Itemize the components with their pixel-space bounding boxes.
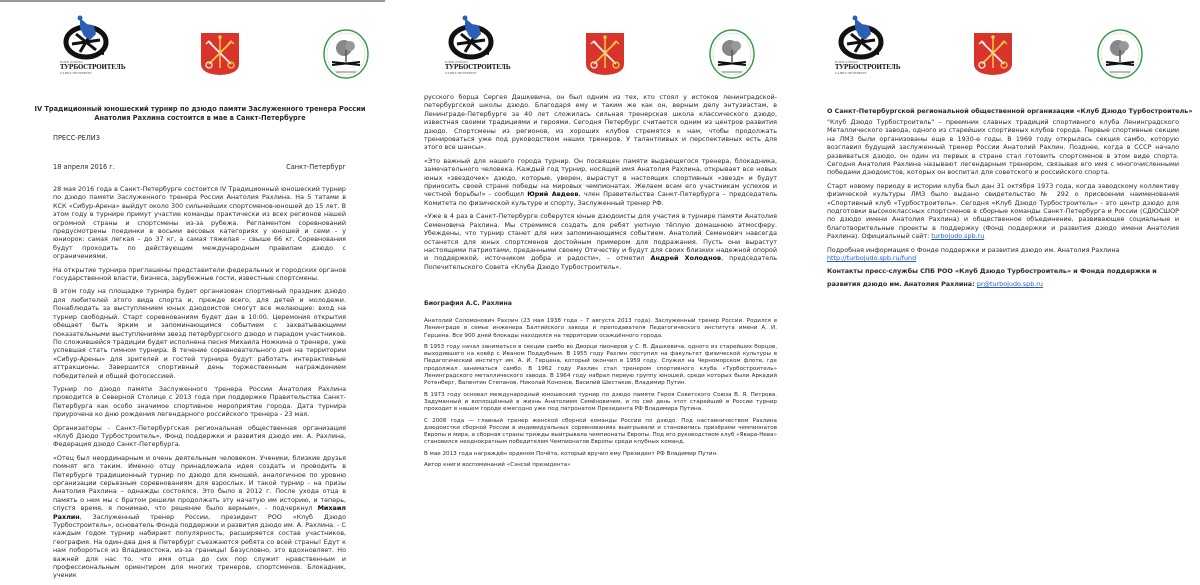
paragraph: "Клуб Дзюдо Турбостроитель" – преемник славных традиций спортивного клуба Ленинградского Металлического завода, одного из старейших спортивных клубов города. Первые спортивные секции на ЛМЗ были организованы еще в 1930-е годы. В 1969 году открылась секция самбо, которую возглавил будущий заслуженный тренер России Анатолий Рахлин. Позднее, когда в СССР начало развиваться дзюдо, он один из первых в стране стал готовить спортсменов в этом виде спорта. Сегодня Анатолия Рахлина называют легендарным тренером, связывая его имя с многочисленными победами дзюдоистов, которых он воспитал для советского и российского спорта. bbox=[827, 118, 1179, 177]
paragraph: русского борца Сергея Дашкевича, он был одним из тех, кто стоял у истоков ленинградской-петербургской школы дзюдо. Благодаря ему и таким же как он, верным делу энтузиастам, в Ленинграде-Петербурге за 40 лет сложилась сильная тренерская школа классического дзюдо, известная своими традициями и героями. Сегодня Петербург считается одним из центров развития дзюдо. Спортсмены из регионов, из хороших клубов стремятся к нам, чтобы продолжать тренироваться уже под руководством наших тренеров. У талантливых и перспективных есть для этого все шансы». bbox=[424, 93, 777, 152]
quote-speaker-name: Андрей Холоднов bbox=[650, 254, 722, 263]
club-logo-city: САНКТ-ПЕТЕРБУРГ bbox=[835, 71, 867, 75]
bio-paragraph: Автор книги воспоминаний «Сэнсэй президента» bbox=[424, 462, 571, 469]
page-1-body bbox=[53, 185, 346, 585]
rakhlin-fund-logo bbox=[1096, 28, 1144, 80]
logo-row bbox=[800, 14, 1200, 84]
club-turbostroitel-logo bbox=[835, 14, 901, 78]
fund-tree-emblem-icon bbox=[1096, 28, 1144, 80]
logo-row bbox=[400, 14, 800, 84]
quote-text: , член Правительства Санкт-Петербурга – председатель Комитета по физической культуре и спорту, Заслуженный тренер РФ. bbox=[424, 190, 778, 207]
bio-paragraph: В 1953 году начал заниматься в секции самбо во Дворце пионеров у С. В. Дашкевича, одного из старейших борцов, выходившего на ковёр с Иваном Поддубным. В 1955 году Рахлин поступил на факультет физической культуры в Педагогический институт им. А. И. Герцена, который окончил в 1959 году. Служил на Черноморском флоте, где продолжал заниматься самбо. В 1962 году Рахлин стал тренером спортивного клуба «Турбостроитель» Ленинградского металлического завода. В 1964 году набрал первую группу юношей, среди которых были Аркадий Ротенберг, Валентин Степанов, Николай Кононов, Василий Шестаков, Владимир Путин. bbox=[424, 343, 777, 387]
bio-paragraph: В 1973 году основал международный юношеский турнир по дзюдо памяти Героя Советского Союза В. Я. Петрова. Задуманный и воплощённый в жизнь Анатолием Семёновичем, и по сей день этот старейший в России турнир проходит в нашем городе ежегодно уже под патронатом Президента РФ Владимира Путина. bbox=[424, 391, 777, 413]
club-logo-subtitle: КЛУБ ДЗЮДО bbox=[445, 60, 468, 64]
quote-paragraph bbox=[53, 454, 346, 580]
page-3-about-club bbox=[800, 0, 1200, 581]
paragraph-text: Подробная информация о Фонде поддержки и развития дзюдо им. Анатолия Рахлина bbox=[827, 245, 1120, 254]
club-logo-subtitle: КЛУБ ДЗЮДО bbox=[835, 60, 858, 64]
paragraph bbox=[827, 182, 1179, 241]
coat-of-arms-icon bbox=[200, 32, 240, 76]
club-logo-name: ТУРБОСТРОИТЕЛЬ bbox=[60, 64, 126, 71]
paragraph bbox=[827, 246, 1179, 263]
rakhlin-fund-logo bbox=[708, 28, 756, 80]
paragraph: В этом году на площадке турнира будет организован спортивный праздник дзюдо для любителей этого вида спорта и, прежде всего, для детей и молодежи. Понаблюдать за выступлением юных дзюдоистов смогут все желающие: вход на турнир свободный. Старт соревнованиям будет дан в 10:00. Церемония открытия обещает быть ярким и запоминающимся событием с захватывающими показательными выступлениями звезд петербургского дзюдо и парадом участников. По сложившейся традиции будет исполнена песня Михаила Ножкина о тренере, уже успевшая стать гимном турнира. В течение соревновательного дня на территории «Сибур-Арены» для зрителей и гостей турнира будут работать интерактивные аттракционы. Завершится спортивный день торжественным награждением победителей и общей фотосессией. bbox=[53, 287, 346, 380]
press-email-link[interactable]: pr@turbojudo.spb.ru bbox=[976, 280, 1043, 288]
club-logo-city: САНКТ-ПЕТЕРБУРГ bbox=[445, 71, 477, 75]
dateline bbox=[53, 163, 346, 171]
title-line-2: Анатолия Рахлина состоится в мае в Санкт-Петербурге bbox=[94, 113, 306, 122]
club-logo-subtitle: КЛУБ ДЗЮДО bbox=[60, 60, 83, 64]
page-2-body bbox=[424, 93, 777, 276]
quote-speaker-name: Юрий Авдеев bbox=[527, 190, 579, 199]
quote-paragraph bbox=[424, 157, 777, 207]
page-2-continuation bbox=[400, 0, 800, 581]
release-date: 18 апреля 2016 г. bbox=[53, 163, 115, 171]
judo-wheel-icon bbox=[835, 14, 895, 60]
fund-tree-emblem-icon bbox=[322, 28, 370, 80]
page-3-body bbox=[827, 118, 1179, 268]
fund-info-link[interactable]: http://turbojudo.spb.ru/fund bbox=[827, 254, 917, 263]
bio-paragraph: С 2008 года — главный тренер женской сборной команды России по дзюдо. Под наставничеством Рахлина дзюдоистки сборной России в индивидуальных соревнованиях выигрывали и становились призёрами чемпионатов Европы и мира, а сборная страны трижды выигрывала чемпионаты Европы. Под его руководством клуб «Явара-Нева» становился неоднократным победителем Чемпионатов Европы среди клубных команд. bbox=[424, 417, 777, 446]
page-1-press-release bbox=[0, 0, 400, 581]
club-logo-name: ТУРБОСТРОИТЕЛЬ bbox=[835, 64, 901, 71]
quote-paragraph bbox=[424, 212, 777, 271]
paragraph-text: Старт новому периоду в истории клуба был дан 31 октября 1973 года, когда заводскому коллективу физической культуры ЛМЗ было выдано свидетельство № 292 о присвоении наименования «Спортивный клуб «Турбостроитель». Сегодня «Клуб Дзюдо Турбостроитель» - это центр дзюдо для подготовки высококлассных спортсменов в сборные команды Санкт-Петербурга и России (СДЮСШОР по дзюдо имени Анатолия Рахлина) и общественное объединение, развивающее социальные и благотворительные проекты в поддержку (Фонд поддержки и развития дзюдо имени Анатолия Рахлина). Официальный сайт: bbox=[827, 181, 1179, 241]
quote-text: «Отец был неординарным и очень деятельным человеком. Ученики, близкие друзья помнят его таким. Именно отцу принадлежала идея создать и проводить в Петербурге традиционный турнир по дзюдо для юношей, аналогичное по уровню организации серьезным соревнованиям для взрослых. И такой турнир - на призы Анатолия Рахлина – однажды состоялся. Это было в 2012 г. После ухода отца в память о нем мы с братом решили продолжать эту начатую им историю, и теперь, спустя время, я понимаю, что решение было верным», - подчеркнул bbox=[53, 453, 346, 513]
official-site-link[interactable]: turbojudo.spb.ru bbox=[931, 232, 985, 241]
rakhlin-fund-logo bbox=[322, 28, 370, 80]
biography-body bbox=[424, 318, 777, 473]
paragraph: Турнир по дзюдо памяти Заслуженного тренера России Анатолия Рахлина проводится в Северной Столице с 2013 года при поддержке Правительства Санкт-Петербурга как особо значимое спортивное мероприятие города. Дата турнира приурочена ко дню рождения легендарного российского тренера - 23 мая. bbox=[53, 384, 346, 419]
spb-coat-of-arms-logo bbox=[200, 32, 240, 76]
spb-coat-of-arms-logo bbox=[973, 32, 1013, 76]
quote-text: , Заслуженный тренер России, президент РОО «Клуб Дзюдо Турбостроитель», основатель Фонда поддержки и развития дзюдо им. А. Рахлина. - С каждым годом турнир набирает популярность, расширяется состав участников, география. На один-два дня в Петербург съезжаются ребята со всей страны! Едут к нам побороться из Владивостока, из-за границы! Безусловно, это вдохновляет. Но важней для нас то, что имя отца до сих пор служит нравственным и профессиональным ориентиром для многих тренеров, спортсменов. Блокадник, ученик bbox=[53, 512, 346, 580]
club-turbostroitel-logo bbox=[445, 14, 511, 78]
paragraph: Организаторы - Санкт-Петербургская региональная общественная организация «Клуб Дзюдо Турбостроитель», Фонд поддержки и развития дзюдо им. А. Рахлина, Федерация дзюдо Санкт-Петербурга. bbox=[53, 423, 346, 449]
about-club-heading: О Санкт-Петербургской региональной общественной организации «Клуб Дзюдо Турбостроитель» bbox=[827, 107, 1193, 115]
bio-paragraph: Анатолий Соломонович Рахлин (23 мая 1938 года – 7 августа 2013 года). Заслуженный тренер России. Родился в Ленинграде в семье инженера Балтийского завода и преподавателя Педагогического института имени А. И. Герцена. Все 900 дней блокады находился на территории осаждённого города. bbox=[424, 318, 777, 339]
quote-text: «Уже в 4 раз в Санкт-Петербурге соберутся юные дзюдоисты для участия в турнире памяти Анатолия Семеновича Рахлина. Мы стремимся создать для ребят уютную тёплую домашнюю атмосферу. Убеждены, что турнир станет для них запоминающимся событием. Анатолий Семенович навсегда останется для юных спортсменов достойным примером для подражания. Пусть они вырастут настоящими патриотами, преданными своему Отечеству и будут для своих близких надежной опорой и поддержкой, источником добра и радости», – отметил bbox=[424, 212, 777, 263]
logo-row bbox=[0, 14, 400, 84]
coat-of-arms-icon bbox=[585, 32, 625, 76]
quote-text: , председатель Попечительского Совета «Клуба Дзюдо Турбостроитель». bbox=[424, 254, 777, 271]
spb-coat-of-arms-logo bbox=[585, 32, 625, 76]
biography-heading: Биография А.С. Рахлина bbox=[424, 300, 512, 307]
paragraph: На открытие турнира приглашены представители федеральных и городских органов государственной власти, бизнеса, зарубежные гости, известные спортсмены. bbox=[53, 265, 346, 283]
press-contacts bbox=[827, 265, 1179, 291]
quote-text: «Это важный для нашего города турнир. Он посвящен памяти выдающегося тренера, блокадника, замечательного человека. Каждый год турнир, носящий имя Анатолия Рахлина, открывает все новых юных «звездочек» дзюдо, которые, уверен, вырастут в настоящих спортивных «звезд» и будут приносить своей стране победы на мировых чемпионатах. Желаем всем его участникам успехов и честной борьбы!» - сообщил bbox=[424, 156, 777, 199]
release-city: Санкт-Петербург bbox=[286, 163, 346, 171]
press-release-label: ПРЕСС-РЕЛИЗ bbox=[53, 134, 100, 142]
quote-speaker-name: Михаил Рахлин bbox=[53, 504, 346, 521]
judo-wheel-icon bbox=[445, 14, 505, 60]
club-logo-name: ТУРБОСТРОИТЕЛЬ bbox=[445, 64, 511, 71]
title-line-1: IV Традиционный юношеский турнир по дзюдо памяти Заслуженного тренера России bbox=[34, 105, 366, 113]
fund-tree-emblem-icon bbox=[708, 28, 756, 80]
contacts-text: Контакты пресс-службы СПБ РОО «Клуб Дзюдо Турбостроитель» и Фонда поддержки и развития дзюдо им. Анатолия Рахлина: bbox=[827, 267, 1157, 288]
coat-of-arms-icon bbox=[973, 32, 1013, 76]
club-turbostroitel-logo bbox=[60, 14, 126, 78]
press-release-title bbox=[0, 105, 400, 122]
paragraph: 28 мая 2016 года в Санкт-Петербурге состоится IV Традиционный юношеский турнир по дзюдо памяти Заслуженного тренера России Анатолия Рахлина. На 5 татами в КСК «Сибур-Арена» выйдут около 300 сильнейших спортсменов-юношей до 15 лет. В этом году в турнире примут участие команды практически из всех регионов нашей огромной страны и спортсмены из-за рубежа. Регламентом соревнований предусмотрены поединки в восьми весовых категориях у юношей и семи - у юниорок: самая легкая – до 37 кг, а самая тяжелая – свыше 66 кг. Соревнования будут проходить по действующим международным правилам дзюдо с ограничениями. bbox=[53, 185, 346, 261]
club-logo-city: САНКТ-ПЕТЕРБУРГ bbox=[60, 71, 92, 75]
judo-wheel-icon bbox=[60, 14, 120, 60]
bio-paragraph: В мае 2013 года награждён орденом Почёта, который вручил ему Президент РФ Владимир Путин. bbox=[424, 450, 718, 457]
